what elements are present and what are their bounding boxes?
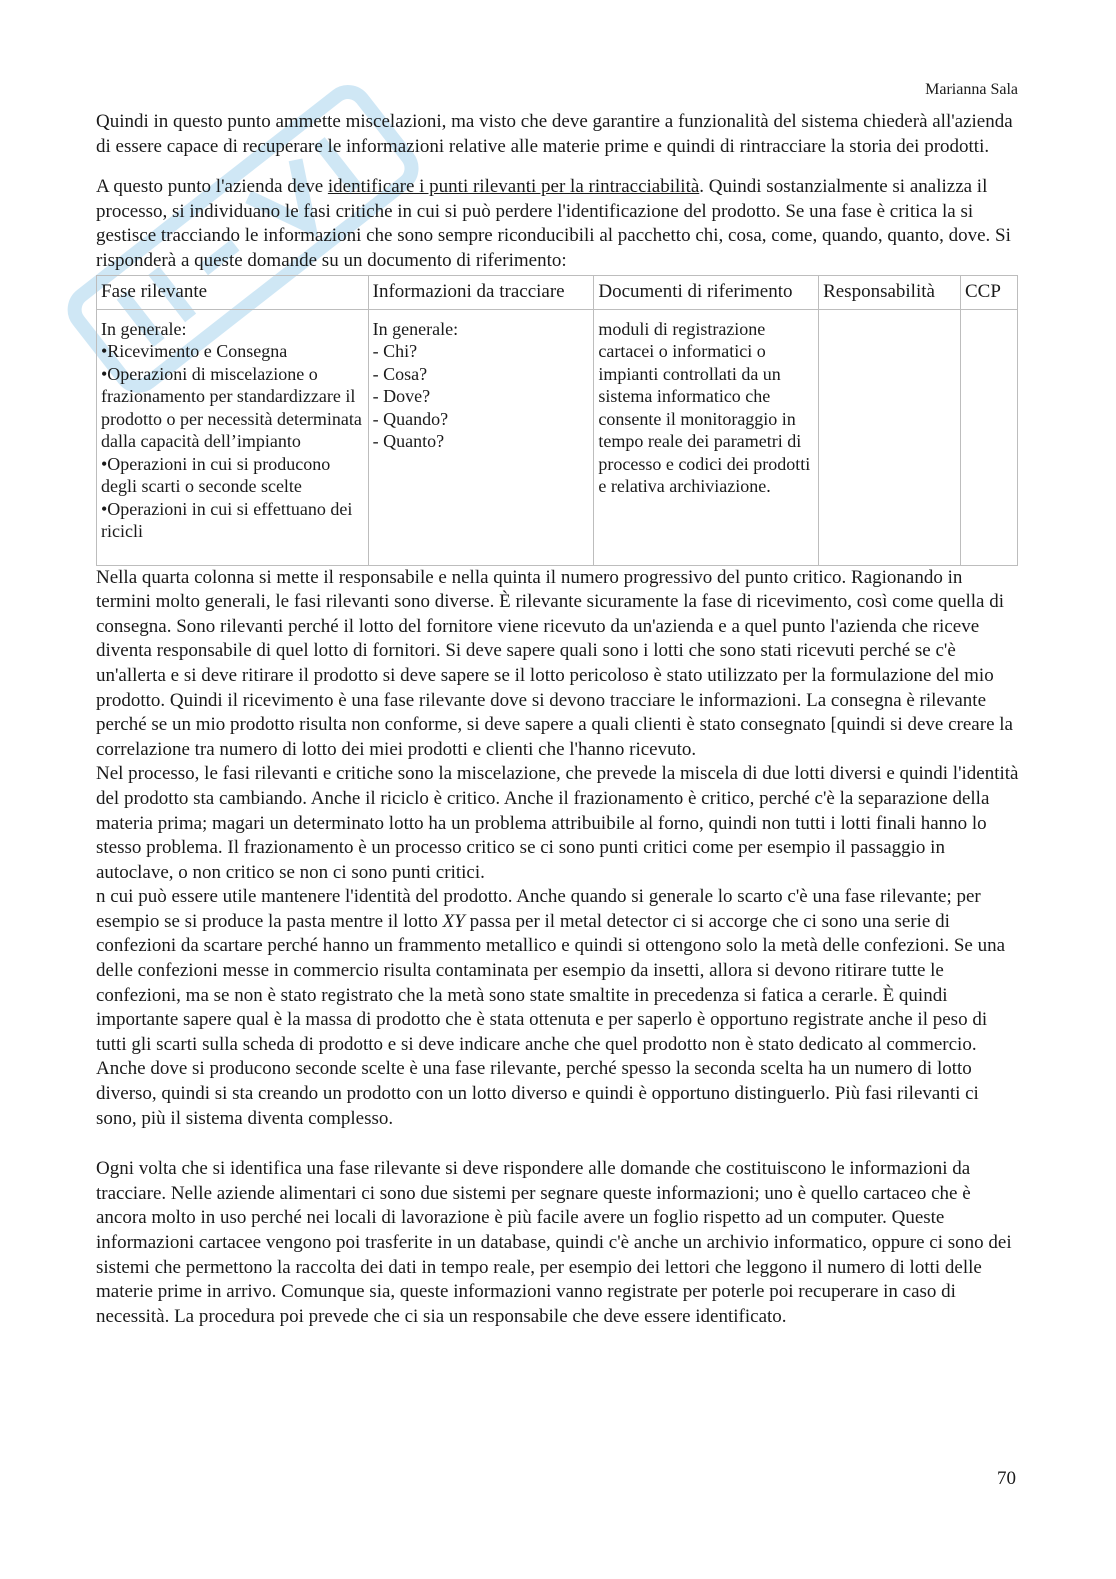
- table-row: [97, 309, 1018, 565]
- table-header-cell: Responsabilità: [819, 275, 961, 309]
- table-header-cell: Informazioni da tracciare: [368, 275, 594, 309]
- cell-line: •Operazioni in cui si producono degli scarti o seconde scelte: [101, 453, 331, 497]
- cell-line: In generale:: [101, 318, 187, 339]
- paragraph-2-end: . Quindi sostanzialmente si analizza il processo, si individuano le fasi critiche in cui si può perdere l'identificazione del prodotto. Se una fase è critica la si gestisce tracciando le informazioni che sono sempre riconducibili al pacchetto chi, cosa, come, quando, quanto, dove. Si risponderà a queste domande su un documento di riferimento:: [96, 176, 1011, 271]
- cell-line: •Operazioni di miscelazione o frazionamento per standardizzare il prodotto o per necessità determinata dalla capacità dell’impianto: [101, 363, 362, 452]
- cell-documenti: moduli di registrazione cartacei o informatici o impianti controllati da un sistema informatico che consente il monitoraggio in tempo reale dei parametri di processo e codici dei prodotti e relativa archiviazione.: [594, 309, 819, 565]
- cell-line: •Operazioni in cui si effettuano dei ricicli: [101, 498, 353, 542]
- page-number: 70: [997, 1468, 1016, 1489]
- italic-lot-code: XY: [442, 910, 465, 932]
- paragraph-6: Ogni volta che si identifica una fase rilevante si deve rispondere alle domande che costituiscono le informazioni da tracciare. Nelle aziende alimentari ci sono due sistemi per segnare queste informazioni; uno è quello cartaceo che è ancora molto in uso perché nei locali di lavorazione è più facile avere un foglio rispetto ad un computer. Queste informazioni cartacee vengono poi trasferite in un database, quindi c'è anche un archivio informatico, oppure ci sono dei sistemi che permettono la raccolta dei dati in tempo reale, per esempio dei lettori che leggono il numero di lotti delle materie prime in arrivo. Comunque sia, queste informazioni vanno registrate per poterle poi recuperare in caso di necessità. La procedura poi prevede che ci sia un responsabile che deve essere identificato.: [96, 1158, 1012, 1327]
- table-header-cell: Fase rilevante: [97, 275, 369, 309]
- cell-line: - Quanto?: [372, 431, 445, 452]
- traceability-table: [96, 275, 1018, 566]
- page-body: [96, 110, 1020, 1329]
- paragraph-4: Nel processo, le fasi rilevanti e critiche sono la miscelazione, che prevede la miscela di due lotti diversi e quindi l'identità del prodotto sta cambiando. Anche il riciclo è critico. Anche il frazionamento è critico, perché c'è la separazione della materia prima; magari un determinato lotto ha un problema attribuibile al forno, quindi non tutti i lotti finali hanno lo stesso problema. Il frazionamento è un processo critico se ci sono punti critici come per esempio il passaggio in autoclave, o non critico se non ci sono punti critici.: [96, 763, 1019, 883]
- paragraph-3: Nella quarta colonna si mette il responsabile e nella quinta il numero progressivo del punto critico. Ragionando in termini molto generali, le fasi rilevanti sono diverse. È rilevante sicuramente la fase di ricevimento, così come quella di consegna. Sono rilevanti perché il lotto del fornitore viene ricevuto da un'azienda e a quel punto l'azienda che riceve diventa responsabile di quel lotto di fornitori. Si deve sapere quali sono i lotti che sono stati ricevuti perché se c'è un'allerta e si deve ritirare il prodotto si deve sapere se il lotto pericoloso è stato utilizzato per la formulazione del mio prodotto. Quindi il ricevimento è una fase rilevante dove si devono tracciare le informazioni. La consegna è rilevante perché se un mio prodotto risulta non conforme, si deve sapere a quali clienti è stato consegnato [quindi si deve creare la correlazione tra numero di lotto dei miei prodotti e clienti che l'hanno ricevuto.: [96, 566, 1013, 760]
- paragraph-5-end: passa per il metal detector ci si accorge che ci sono una serie di confezioni da scartare perché hanno un frammento metallico e quindi si ottengono solo la metà delle confezioni. Se una delle confezioni messe in commercio risulta contaminata per esempio da insetti, allora si devono ritirare tutte le confezioni, ma se non è stato registrato che la metà sono state smaltite in precedenza si fatica a cerarle. È quindi importante sapere qual è la massa di prodotto che è stata ottenuta e per saperlo è opportuno registrate anche il peso di tutti gli scarti sulla scheda di prodotto e si deve indicare anche che quel prodotto non è stato dedicato al commercio. Anche dove si producono seconde scelte è una fase rilevante, perché spesso la seconda scelta ha un numero di lotto diverso, quindi si sta creando un prodotto con un lotto diverso e quindi è opportuno distinguerlo. Più fasi rilevanti ci sono, più il sistema diventa complesso.: [96, 910, 1006, 1129]
- table-header-cell: Documenti di riferimento: [594, 275, 819, 309]
- underlined-phrase: identificare i punti rilevanti per la rintracciabilità: [327, 176, 700, 198]
- table-header-cell: CCP: [961, 275, 1018, 309]
- paragraph-5: [96, 885, 1020, 1131]
- paragraph-2: [96, 175, 1020, 273]
- cell-informazioni: [368, 309, 594, 565]
- cell-line: - Dove?: [372, 386, 431, 407]
- cell-ccp: [961, 309, 1018, 565]
- cell-fase-rilevante: [97, 309, 369, 565]
- cell-line: - Chi?: [372, 341, 418, 362]
- running-header-author: Marianna Sala: [925, 81, 1018, 98]
- paragraph-5-start: n cui può essere utile mantenere l'identità del prodotto. Anche quando si generale lo scarto c'è una fase rilevante; per esempio se si produce la pasta mentre il lotto: [96, 886, 981, 932]
- table-header-row: [97, 275, 1018, 309]
- cell-line: - Quando?: [372, 408, 449, 429]
- cell-line: - Cosa?: [372, 363, 428, 384]
- paragraph-1: Quindi in questo punto ammette miscelazioni, ma visto che deve garantire a funzionalità del sistema chiederà all'azienda di essere capace di recuperare le informazioni relative alle materie prime e quindi di rintracciare la storia dei prodotti.: [96, 111, 1013, 157]
- cell-responsabilita: [819, 309, 961, 565]
- cell-line: •Ricevimento e Consegna: [101, 341, 288, 362]
- paragraph-2-start: A questo punto l'azienda deve: [96, 176, 328, 198]
- cell-line: In generale:: [372, 318, 459, 339]
